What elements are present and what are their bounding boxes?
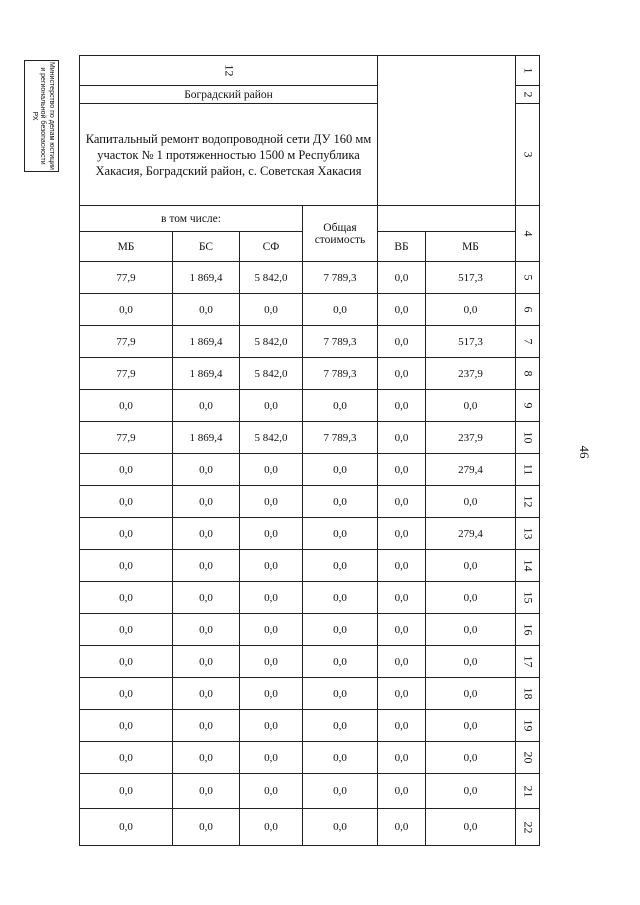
value-bs: 0,0	[173, 614, 240, 646]
table-row	[80, 294, 540, 326]
column-number: 12	[222, 64, 236, 77]
table-row	[80, 710, 540, 742]
table-row	[80, 809, 540, 846]
row-number-cell	[516, 550, 540, 582]
value-total: 0,0	[303, 742, 378, 774]
value-mb: 0,0	[80, 582, 173, 614]
value-mb-2: 0,0	[426, 774, 516, 809]
row-number-cell	[516, 104, 540, 206]
value-total: 0,0	[303, 454, 378, 486]
value-sf: 5 842,0	[240, 326, 303, 358]
value-total: 7 789,3	[303, 326, 378, 358]
value-mb: 0,0	[80, 454, 173, 486]
value-sf: 0,0	[240, 550, 303, 582]
value-bs: 0,0	[173, 710, 240, 742]
value-bs: 0,0	[173, 390, 240, 422]
row-number-cell	[516, 486, 540, 518]
value-bs: 1 869,4	[173, 358, 240, 390]
value-vb: 0,0	[378, 614, 426, 646]
value-sf: 0,0	[240, 294, 303, 326]
project-title: Капитальный ремонт водопроводной сети ДУ 160 мм участок № 1 протяженностью 1500 м Республика Хакасия, Боградский район, с. Советская Хакасия	[80, 104, 378, 206]
column-header-bs: БС	[173, 232, 240, 262]
registration-stamp	[24, 60, 59, 172]
value-sf: 0,0	[240, 390, 303, 422]
row-number-cell	[516, 710, 540, 742]
blank-header-cell	[378, 56, 516, 206]
row-number: 5	[521, 274, 535, 281]
value-vb: 0,0	[378, 550, 426, 582]
value-vb: 0,0	[378, 454, 426, 486]
value-sf: 0,0	[240, 614, 303, 646]
value-vb: 0,0	[378, 326, 426, 358]
value-bs: 0,0	[173, 454, 240, 486]
table-row	[80, 326, 540, 358]
header-row-column-number	[80, 56, 540, 86]
value-bs: 0,0	[173, 582, 240, 614]
row-number: 11	[521, 463, 535, 476]
table-row	[80, 742, 540, 774]
value-total: 0,0	[303, 614, 378, 646]
row-number: 22	[521, 821, 535, 833]
row-number-cell	[516, 582, 540, 614]
value-vb: 0,0	[378, 742, 426, 774]
value-mb-2: 0,0	[426, 550, 516, 582]
value-vb: 0,0	[378, 262, 426, 294]
table-row	[80, 774, 540, 809]
row-number-cell	[516, 358, 540, 390]
row-number: 16	[521, 623, 535, 636]
value-total: 0,0	[303, 550, 378, 582]
row-number: 21	[521, 785, 535, 797]
value-sf: 0,0	[240, 774, 303, 809]
value-mb: 0,0	[80, 518, 173, 550]
value-mb: 0,0	[80, 742, 173, 774]
value-mb: 0,0	[80, 646, 173, 678]
value-total: 0,0	[303, 710, 378, 742]
value-mb: 0,0	[80, 614, 173, 646]
table-row	[80, 678, 540, 710]
row-number: 13	[521, 527, 535, 540]
column-header-mb-2: МБ	[426, 232, 516, 262]
row-number-cell	[516, 262, 540, 294]
value-mb: 0,0	[80, 294, 173, 326]
value-vb: 0,0	[378, 710, 426, 742]
value-bs: 0,0	[173, 486, 240, 518]
value-mb: 0,0	[80, 486, 173, 518]
value-mb-2: 237,9	[426, 422, 516, 454]
row-number-cell	[516, 390, 540, 422]
value-mb: 0,0	[80, 710, 173, 742]
column-header-vb: ВБ	[378, 232, 426, 262]
value-vb: 0,0	[378, 582, 426, 614]
value-mb-2: 0,0	[426, 678, 516, 710]
value-vb: 0,0	[378, 294, 426, 326]
table-row	[80, 422, 540, 454]
value-mb-2: 0,0	[426, 582, 516, 614]
value-mb: 0,0	[80, 550, 173, 582]
value-mb-2: 517,3	[426, 326, 516, 358]
value-total: 7 789,3	[303, 262, 378, 294]
value-sf: 0,0	[240, 742, 303, 774]
value-mb-2: 0,0	[426, 742, 516, 774]
value-bs: 0,0	[173, 518, 240, 550]
row-number: 15	[521, 591, 535, 604]
value-bs: 0,0	[173, 646, 240, 678]
value-sf: 0,0	[240, 518, 303, 550]
value-bs: 1 869,4	[173, 326, 240, 358]
value-total: 0,0	[303, 486, 378, 518]
header-row-subheader	[80, 206, 540, 232]
value-mb-2: 0,0	[426, 614, 516, 646]
value-total: 0,0	[303, 390, 378, 422]
value-mb-2: 0,0	[426, 390, 516, 422]
value-sf: 0,0	[240, 646, 303, 678]
row-number-cell	[516, 56, 540, 86]
value-mb: 77,9	[80, 326, 173, 358]
value-mb: 77,9	[80, 262, 173, 294]
row-number-cell	[516, 326, 540, 358]
value-sf: 0,0	[240, 809, 303, 846]
row-number: 2	[521, 91, 535, 98]
value-bs: 0,0	[173, 678, 240, 710]
value-sf: 5 842,0	[240, 262, 303, 294]
column-header-mb: МБ	[80, 232, 173, 262]
row-number: 20	[521, 751, 535, 764]
value-vb: 0,0	[378, 390, 426, 422]
value-total: 0,0	[303, 294, 378, 326]
row-number-cell	[516, 518, 540, 550]
row-number: 14	[521, 559, 535, 572]
value-vb: 0,0	[378, 774, 426, 809]
value-mb-2: 279,4	[426, 454, 516, 486]
value-bs: 1 869,4	[173, 422, 240, 454]
value-mb-2: 0,0	[426, 646, 516, 678]
stamp-text: Министерство по делам юстиции и региональной безопасности РХ	[30, 62, 55, 170]
row-number: 18	[521, 687, 535, 700]
value-sf: 0,0	[240, 678, 303, 710]
value-vb: 0,0	[378, 486, 426, 518]
budget-table	[79, 55, 540, 846]
table-row	[80, 454, 540, 486]
value-mb: 0,0	[80, 774, 173, 809]
value-vb: 0,0	[378, 809, 426, 846]
column-number-cell	[80, 56, 378, 86]
row-number: 10	[521, 431, 535, 444]
value-mb: 77,9	[80, 358, 173, 390]
row-number: 17	[521, 655, 535, 668]
value-vb: 0,0	[378, 358, 426, 390]
row-number: 7	[521, 338, 535, 345]
including-header: в том числе:	[80, 206, 303, 232]
value-mb-2: 0,0	[426, 710, 516, 742]
value-total: 0,0	[303, 809, 378, 846]
value-mb-2: 517,3	[426, 262, 516, 294]
table-body	[80, 56, 540, 846]
row-number: 3	[521, 151, 535, 158]
table-row	[80, 262, 540, 294]
row-number: 4	[521, 230, 535, 237]
row-number-cell	[516, 454, 540, 486]
value-sf: 5 842,0	[240, 422, 303, 454]
value-vb: 0,0	[378, 518, 426, 550]
district-cell: Боградский район	[80, 86, 378, 104]
value-bs: 0,0	[173, 742, 240, 774]
row-number-cell	[516, 86, 540, 104]
value-total: 7 789,3	[303, 422, 378, 454]
value-mb: 0,0	[80, 809, 173, 846]
value-sf: 0,0	[240, 582, 303, 614]
table-row	[80, 358, 540, 390]
row-number: 1	[521, 67, 535, 74]
value-sf: 0,0	[240, 454, 303, 486]
value-mb: 0,0	[80, 390, 173, 422]
row-number-cell	[516, 614, 540, 646]
row-number: 8	[521, 370, 535, 377]
table-row	[80, 582, 540, 614]
table-row	[80, 518, 540, 550]
row-number: 9	[521, 402, 535, 409]
value-mb-2: 0,0	[426, 294, 516, 326]
value-total: 0,0	[303, 646, 378, 678]
value-sf: 5 842,0	[240, 358, 303, 390]
value-sf: 0,0	[240, 710, 303, 742]
row-number-cell	[516, 774, 540, 809]
row-number-cell	[516, 678, 540, 710]
row-number-cell	[516, 742, 540, 774]
value-total: 0,0	[303, 678, 378, 710]
blank-subheader-cell	[378, 206, 516, 232]
value-bs: 0,0	[173, 774, 240, 809]
value-bs: 1 869,4	[173, 262, 240, 294]
value-vb: 0,0	[378, 678, 426, 710]
page-number: 46	[577, 445, 592, 459]
value-mb: 0,0	[80, 678, 173, 710]
value-bs: 0,0	[173, 809, 240, 846]
value-bs: 0,0	[173, 550, 240, 582]
row-number: 12	[521, 495, 535, 508]
row-number-cell	[516, 422, 540, 454]
column-header-sf: СФ	[240, 232, 303, 262]
row-number: 19	[521, 719, 535, 732]
value-mb: 77,9	[80, 422, 173, 454]
table-row	[80, 486, 540, 518]
value-mb-2: 237,9	[426, 358, 516, 390]
value-total: 7 789,3	[303, 358, 378, 390]
table-row	[80, 646, 540, 678]
total-cost-header: Общая стоимость	[303, 206, 378, 262]
value-mb-2: 0,0	[426, 486, 516, 518]
row-number-cell	[516, 809, 540, 846]
row-number: 6	[521, 306, 535, 313]
value-sf: 0,0	[240, 486, 303, 518]
value-vb: 0,0	[378, 646, 426, 678]
table-row	[80, 390, 540, 422]
value-mb-2: 279,4	[426, 518, 516, 550]
value-vb: 0,0	[378, 422, 426, 454]
value-bs: 0,0	[173, 294, 240, 326]
row-number-cell	[516, 206, 540, 262]
row-number-cell	[516, 646, 540, 678]
value-total: 0,0	[303, 774, 378, 809]
table-row	[80, 614, 540, 646]
table-row	[80, 550, 540, 582]
value-mb-2: 0,0	[426, 809, 516, 846]
value-total: 0,0	[303, 582, 378, 614]
value-total: 0,0	[303, 518, 378, 550]
row-number-cell	[516, 294, 540, 326]
